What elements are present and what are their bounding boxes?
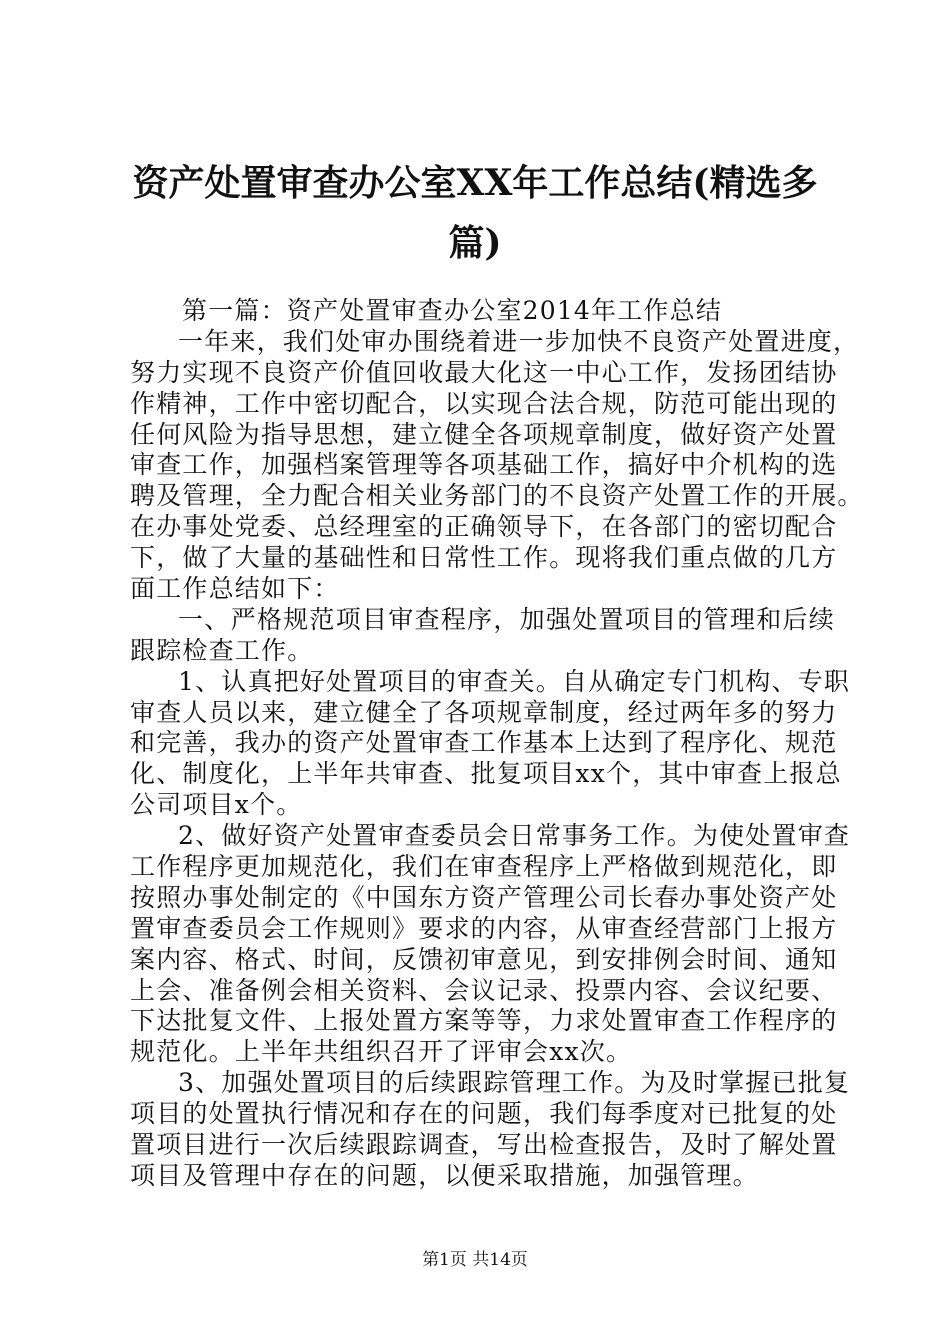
paragraph-line: 一年来，我们处审办围绕着进一步加快不良资产处置进度， — [178, 326, 860, 356]
document-title-line-1: 资产处置审查办公室XX年工作总结(精选多 — [132, 162, 818, 204]
page-number-footer: 第1页 共14页 — [422, 1250, 528, 1270]
paragraph-line: 聘及管理，全力配合相关业务部门的不良资产处置工作的开展。 — [130, 481, 864, 511]
section-heading: 第一篇：资产处置审查办公室2014年工作总结 — [182, 296, 723, 325]
paragraph-line: 置审查委员会工作规则》要求的内容，从审查经营部门上报方 — [130, 913, 838, 943]
paragraph-line: 在办事处党委、总经理室的正确领导下，在各部门的密切配合 — [130, 512, 838, 542]
paragraph-line: 案内容、格式、时间，反馈初审意见，到安排例会时间、通知 — [130, 944, 838, 974]
paragraph-line: 1、认真把好处置项目的审查关。自从确定专门机构、专职 — [178, 666, 851, 696]
paragraph-line: 3、加强处置项目的后续跟踪管理工作。为及时掌握已批复 — [178, 1068, 851, 1098]
paragraph-line: 努力实现不良资产价值回收最大化这一中心工作，发扬团结协 — [130, 357, 838, 387]
document-title-line-2: 篇) — [448, 222, 502, 264]
paragraph-line: 面工作总结如下： — [130, 574, 340, 604]
paragraph-line: 审查工作，加强档案管理等各项基础工作，搞好中介机构的选 — [130, 450, 838, 480]
paragraph-line: 规范化。上半年共组织召开了评审会xx次。 — [130, 1037, 633, 1067]
paragraph-line: 上会、准备例会相关资料、会议记录、投票内容、会议纪要、 — [130, 975, 838, 1005]
paragraph-line: 作精神，工作中密切配合，以实现合法合规，防范可能出现的 — [130, 388, 838, 418]
paragraph-line: 跟踪检查工作。 — [130, 635, 314, 665]
paragraph-line: 下，做了大量的基础性和日常性工作。现将我们重点做的几方 — [130, 543, 838, 573]
paragraph-line: 项目及管理中存在的问题，以便采取措施，加强管理。 — [130, 1160, 759, 1190]
document-body — [130, 296, 864, 1192]
paragraph-line: 一、严格规范项目审查程序，加强处置项目的管理和后续 — [178, 604, 835, 634]
paragraph-line: 2、做好资产处置审查委员会日常事务工作。为使处置审查 — [178, 821, 851, 851]
paragraph-line: 和完善，我办的资产处置审查工作基本上达到了程序化、规范 — [130, 728, 838, 758]
paragraph-line: 按照办事处制定的《中国东方资产管理公司长春办事处资产处 — [130, 882, 838, 912]
paragraph-line: 化、制度化，上半年共审查、批复项目xx个，其中审查上报总 — [130, 759, 842, 789]
paragraph-line: 审查人员以来，建立健全了各项规章制度，经过两年多的努力 — [130, 697, 838, 727]
paragraph-line: 工作程序更加规范化，我们在审查程序上严格做到规范化，即 — [130, 852, 838, 882]
paragraph-line: 下达批复文件、上报处置方案等等，力求处置审查工作程序的 — [130, 1006, 838, 1036]
paragraph-line: 项目的处置执行情况和存在的问题，我们每季度对已批复的处 — [130, 1099, 838, 1129]
paragraph-line: 置项目进行一次后续跟踪调查，写出检查报告，及时了解处置 — [130, 1130, 838, 1160]
paragraph-line: 公司项目x个。 — [130, 790, 303, 820]
paragraph-line: 任何风险为指导思想，建立健全各项规章制度，做好资产处置 — [130, 419, 838, 449]
